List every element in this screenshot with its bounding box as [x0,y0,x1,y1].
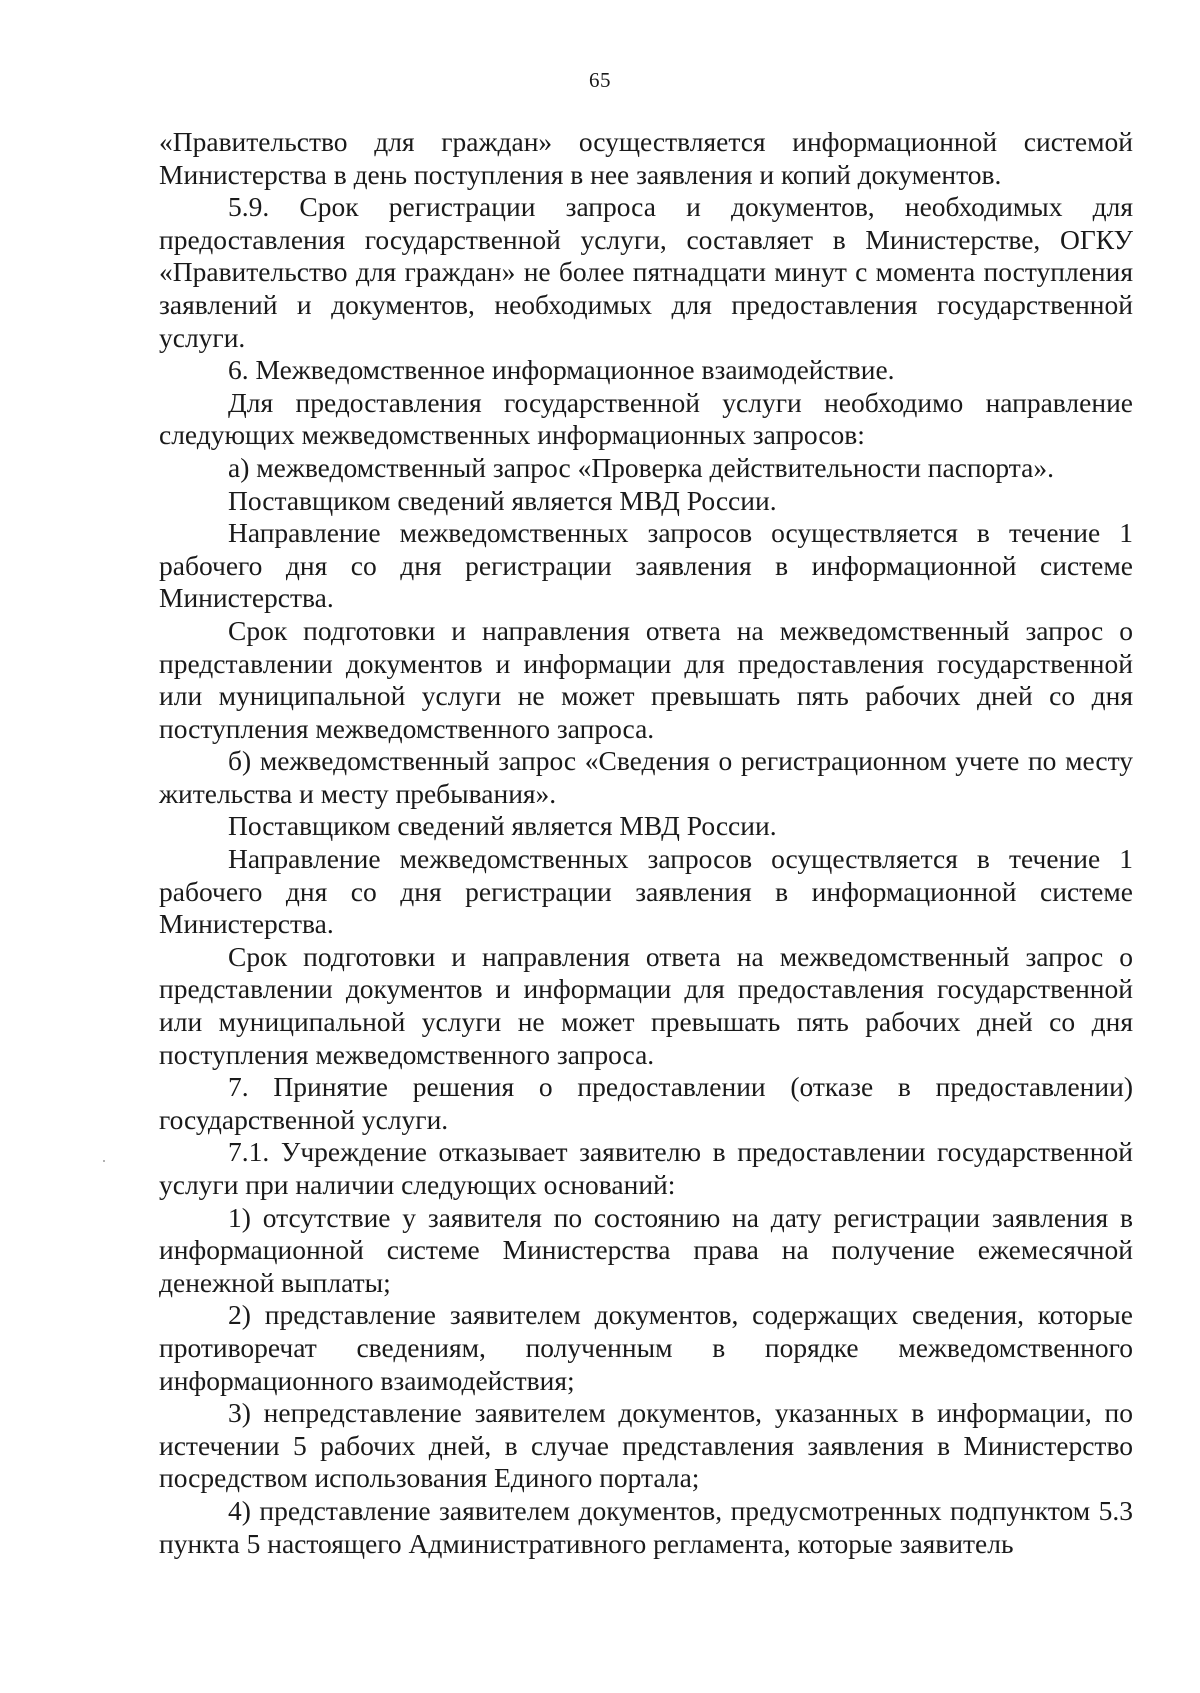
paragraph: Поставщиком сведений является МВД России. [228,810,777,842]
paragraph: 5.9. Срок регистрации запроса и документов, необходимых для предоставления государственной услуги, составляет в Министерстве, ОГКУ «Правительство для граждан» не более пятнадцати минут с момента поступления заявлений и документов, необходимых для предоставления государственной услуги. [159,191,1133,353]
scan-artifact [103,1160,105,1162]
paragraph: Направление межведомственных запросов осуществляется в течение 1 рабочего дня со дня регистрации заявления в информационной системе Министерства. [159,517,1133,614]
section-heading: 6. Межведомственное информационное взаимодействие. [228,354,895,386]
list-item: 2) представление заявителем документов, содержащих сведения, которые противоречат сведениям, полученным в порядке межведомственного информационного взаимодействия; [159,1299,1133,1396]
paragraph: «Правительство для граждан» осуществляется информационной системой Министерства в день поступления в нее заявления и копий документов. [159,126,1133,190]
paragraph: 7.1. Учреждение отказывает заявителю в предоставлении государственной услуги при наличии следующих оснований: [159,1136,1133,1200]
paragraph: Срок подготовки и направления ответа на межведомственный запрос о представлении документов и информации для предоставления государственной или муниципальной услуги не может превышать пять рабочих дней со дня поступления межведомственного запроса. [159,614,1133,744]
paragraph: Направление межведомственных запросов осуществляется в течение 1 рабочего дня со дня регистрации заявления в информационной системе Министерства. [159,843,1133,940]
list-item: а) межведомственный запрос «Проверка действительности паспорта». [228,451,1054,483]
paragraph: Поставщиком сведений является МВД России. [228,484,777,516]
document-body [159,126,1133,1560]
paragraph: Срок подготовки и направления ответа на межведомственный запрос о представлении документов и информации для предоставления государственной или муниципальной услуги не может превышать пять рабочих дней со дня поступления межведомственного запроса. [159,940,1133,1070]
list-item: 3) непредставление заявителем документов, указанных в информации, по истечении 5 рабочих дней, в случае представления заявления в Министерство посредством использования Единого портала; [159,1397,1133,1494]
section-heading: 7. Принятие решения о предоставлении (отказе в предоставлении) государственной услуги. [159,1071,1133,1135]
paragraph: Для предоставления государственной услуги необходимо направление следующих межведомственных информационных запросов: [159,386,1133,451]
list-item: б) межведомственный запрос «Сведения о регистрационном учете по месту жительства и месту пребывания». [159,745,1133,809]
page-number: 65 [589,68,611,92]
list-item: 1) отсутствие у заявителя по состоянию на дату регистрации заявления в информационной системе Министерства права на получение ежемесячной денежной выплаты; [159,1201,1133,1298]
list-item: 4) представление заявителем документов, предусмотренных подпунктом 5.3 пункта 5 настоящего Административного регламента, которые заявитель [159,1494,1133,1559]
